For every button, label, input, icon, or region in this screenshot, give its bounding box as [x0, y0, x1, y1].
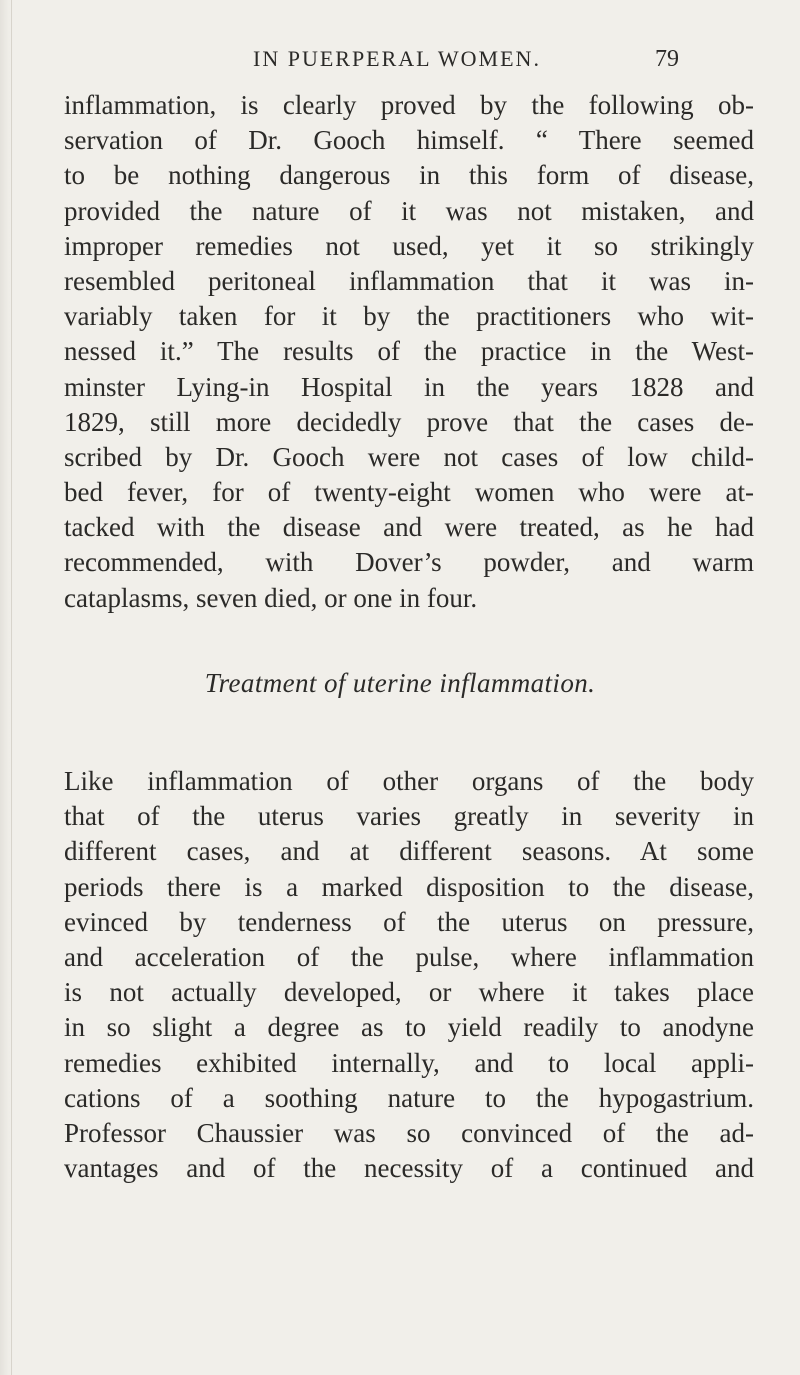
text-line: cations of a soothing nature to the hypogastrium.: [64, 1082, 754, 1113]
text-line: evinced by tenderness of the uterus on pressure,: [64, 906, 754, 937]
text-line: cataplasms, seven died, or one in four.: [64, 582, 478, 613]
text-line: different cases, and at different seasons. At some: [64, 836, 754, 867]
text-line: and acceleration of the pulse, where inflammation: [64, 941, 754, 972]
text-line: bed fever, for of twenty-eight women who were at-: [64, 477, 754, 508]
running-title: IN PUERPERAL WOMEN.: [253, 46, 541, 71]
page-number: 79: [655, 46, 679, 72]
text-line: in so slight a degree as to yield readily to anodyne: [64, 1012, 754, 1043]
text-line: provided the nature of it was not mistaken, and: [64, 195, 754, 226]
text-line: inflammation, is clearly proved by the following ob-: [64, 90, 754, 120]
running-header: [0, 46, 800, 76]
text-line: servation of Dr. Gooch himself. “ There seemed: [64, 125, 754, 156]
text-line: is not actually developed, or where it takes place: [64, 977, 754, 1008]
text-line: 1829, still more decidedly prove that the cases de-: [64, 406, 754, 437]
text-line: improper remedies not used, yet it so strikingly: [64, 230, 754, 261]
text-line: scribed by Dr. Gooch were not cases of low child-: [64, 441, 754, 472]
text-line: resembled peritoneal inflammation that it was in-: [64, 265, 754, 296]
section-heading: Treatment of uterine inflammation.: [204, 668, 596, 698]
text-line: that of the uterus varies greatly in severity in: [64, 801, 754, 832]
paragraph-1: [64, 88, 754, 616]
text-line: nessed it.” The results of the practice in the West-: [64, 336, 754, 367]
paragraph-2: [64, 764, 754, 1186]
text-line: variably taken for it by the practitioners who wit-: [64, 301, 754, 332]
text-line: remedies exhibited internally, and to local appli-: [64, 1047, 754, 1078]
text-line: Professor Chaussier was so convinced of the ad-: [64, 1117, 754, 1148]
text-line: tacked with the disease and were treated, as he had: [64, 512, 754, 543]
text-line: periods there is a marked disposition to the disease,: [64, 871, 754, 902]
text-line: to be nothing dangerous in this form of disease,: [64, 160, 754, 191]
text-line: Like inflammation of other organs of the body: [64, 766, 754, 796]
text-line: vantages and of the necessity of a continued and: [64, 1153, 754, 1184]
text-line: recommended, with Dover’s powder, and warm: [64, 547, 754, 578]
text-line: minster Lying-in Hospital in the years 1828 and: [64, 371, 754, 402]
